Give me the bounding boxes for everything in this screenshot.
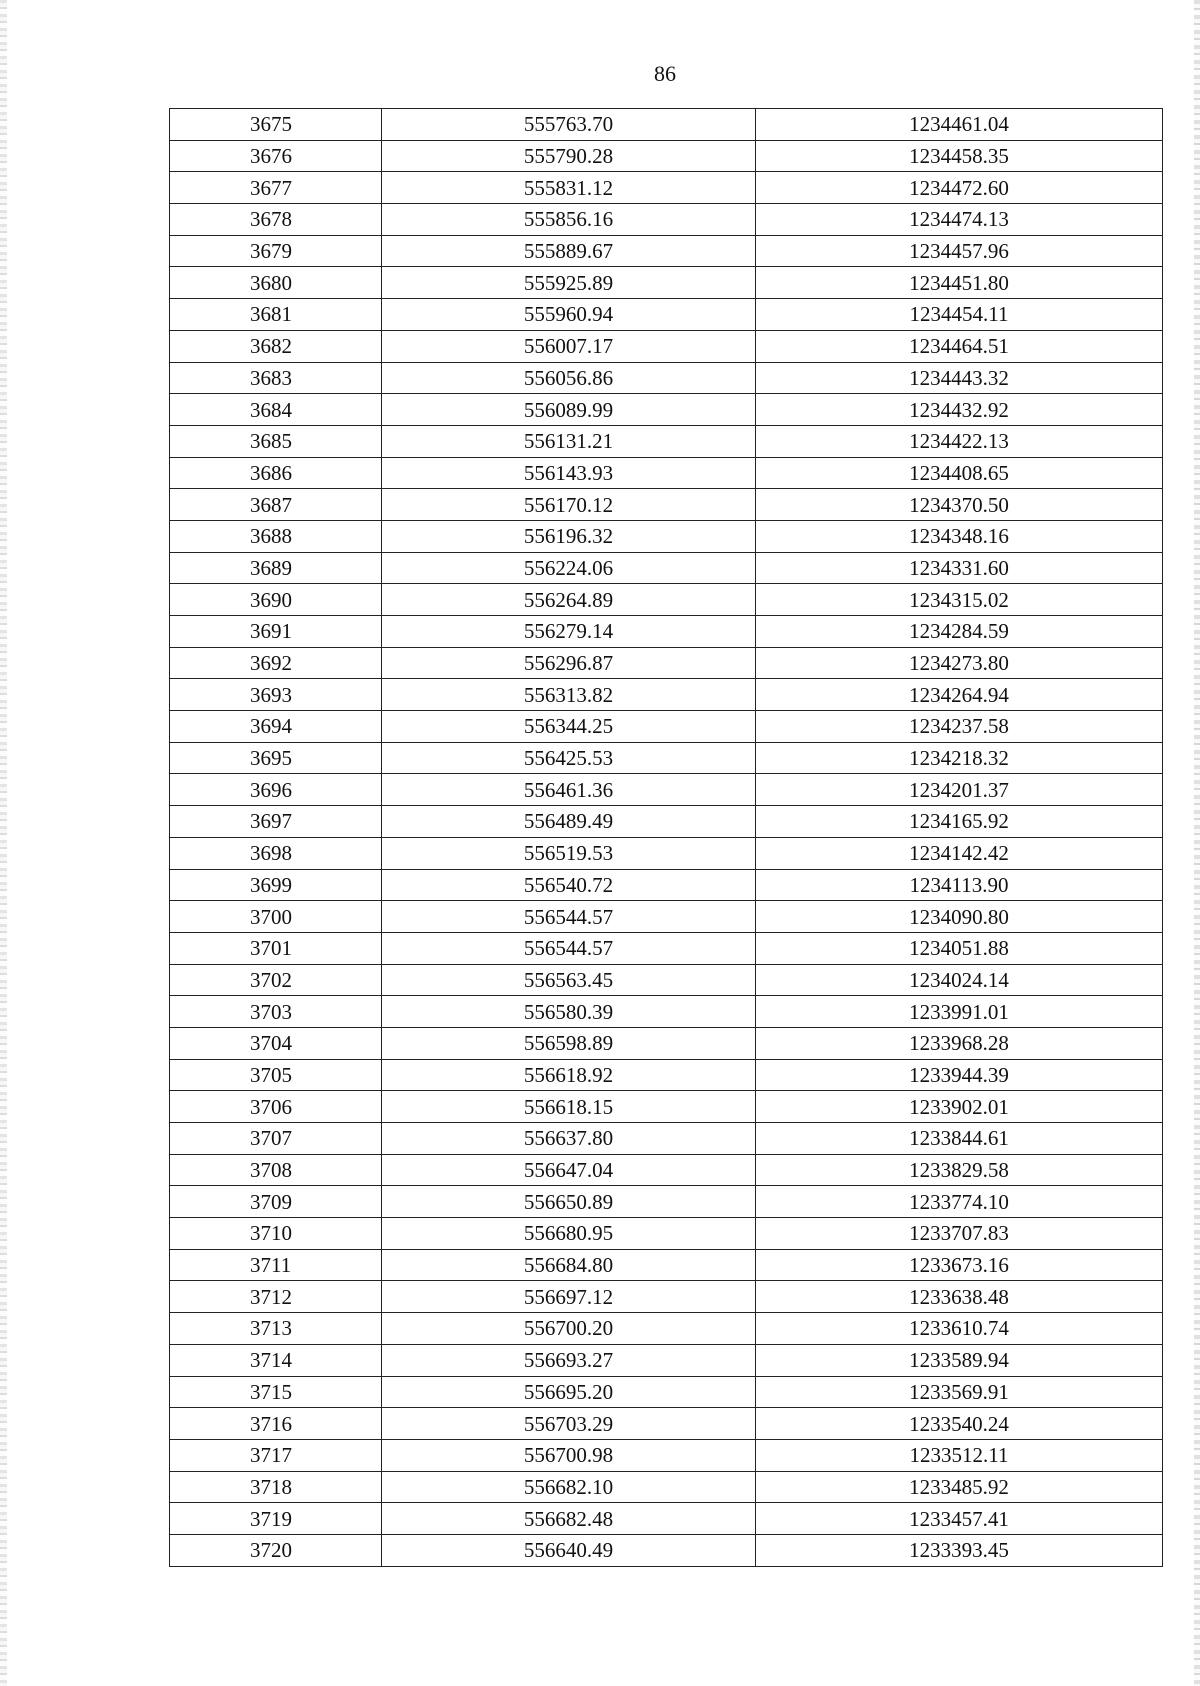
table-row bbox=[170, 964, 1163, 996]
x-coordinate-cell: 555790.28 bbox=[382, 140, 756, 172]
x-coordinate-cell: 556544.57 bbox=[382, 901, 756, 933]
y-coordinate-cell: 1233991.01 bbox=[756, 996, 1163, 1028]
point-number-cell: 3714 bbox=[170, 1344, 382, 1376]
x-coordinate-cell: 556695.20 bbox=[382, 1376, 756, 1408]
y-coordinate-cell: 1234218.32 bbox=[756, 742, 1163, 774]
point-number-cell: 3715 bbox=[170, 1376, 382, 1408]
table-row bbox=[170, 109, 1163, 141]
point-number-cell: 3699 bbox=[170, 869, 382, 901]
y-coordinate-cell: 1234432.92 bbox=[756, 394, 1163, 426]
x-coordinate-cell: 556196.32 bbox=[382, 520, 756, 552]
point-number-cell: 3687 bbox=[170, 489, 382, 521]
table-row bbox=[170, 1186, 1163, 1218]
point-number-cell: 3688 bbox=[170, 520, 382, 552]
y-coordinate-cell: 1233540.24 bbox=[756, 1408, 1163, 1440]
table-row bbox=[170, 1344, 1163, 1376]
x-coordinate-cell: 556637.80 bbox=[382, 1123, 756, 1155]
table-row bbox=[170, 584, 1163, 616]
table-row bbox=[170, 330, 1163, 362]
table-row bbox=[170, 299, 1163, 331]
point-number-cell: 3695 bbox=[170, 742, 382, 774]
x-coordinate-cell: 556519.53 bbox=[382, 837, 756, 869]
x-coordinate-cell: 556344.25 bbox=[382, 711, 756, 743]
table-row bbox=[170, 1408, 1163, 1440]
x-coordinate-cell: 556647.04 bbox=[382, 1154, 756, 1186]
x-coordinate-cell: 556700.98 bbox=[382, 1439, 756, 1471]
table-row bbox=[170, 647, 1163, 679]
x-coordinate-cell: 556563.45 bbox=[382, 964, 756, 996]
x-coordinate-cell: 555925.89 bbox=[382, 267, 756, 299]
point-number-cell: 3711 bbox=[170, 1249, 382, 1281]
table-row bbox=[170, 806, 1163, 838]
table-row bbox=[170, 552, 1163, 584]
x-coordinate-cell: 555889.67 bbox=[382, 235, 756, 267]
x-coordinate-cell: 556007.17 bbox=[382, 330, 756, 362]
table-row bbox=[170, 1376, 1163, 1408]
y-coordinate-cell: 1233638.48 bbox=[756, 1281, 1163, 1313]
point-number-cell: 3719 bbox=[170, 1503, 382, 1535]
point-number-cell: 3680 bbox=[170, 267, 382, 299]
x-coordinate-cell: 556425.53 bbox=[382, 742, 756, 774]
table-row bbox=[170, 774, 1163, 806]
x-coordinate-cell: 556224.06 bbox=[382, 552, 756, 584]
y-coordinate-cell: 1234370.50 bbox=[756, 489, 1163, 521]
table-row bbox=[170, 1027, 1163, 1059]
x-coordinate-cell: 556143.93 bbox=[382, 457, 756, 489]
point-number-cell: 3686 bbox=[170, 457, 382, 489]
y-coordinate-cell: 1233485.92 bbox=[756, 1471, 1163, 1503]
table-row bbox=[170, 1471, 1163, 1503]
x-coordinate-cell: 555831.12 bbox=[382, 172, 756, 204]
table-row bbox=[170, 901, 1163, 933]
x-coordinate-cell: 556544.57 bbox=[382, 932, 756, 964]
table-row bbox=[170, 489, 1163, 521]
point-number-cell: 3684 bbox=[170, 394, 382, 426]
point-number-cell: 3698 bbox=[170, 837, 382, 869]
y-coordinate-cell: 1233844.61 bbox=[756, 1123, 1163, 1155]
y-coordinate-cell: 1234422.13 bbox=[756, 425, 1163, 457]
y-coordinate-cell: 1234284.59 bbox=[756, 616, 1163, 648]
point-number-cell: 3697 bbox=[170, 806, 382, 838]
point-number-cell: 3682 bbox=[170, 330, 382, 362]
x-coordinate-cell: 556618.15 bbox=[382, 1091, 756, 1123]
point-number-cell: 3705 bbox=[170, 1059, 382, 1091]
x-coordinate-cell: 555856.16 bbox=[382, 204, 756, 236]
x-coordinate-cell: 556700.20 bbox=[382, 1313, 756, 1345]
x-coordinate-cell: 556682.48 bbox=[382, 1503, 756, 1535]
x-coordinate-cell: 556598.89 bbox=[382, 1027, 756, 1059]
table-row bbox=[170, 1154, 1163, 1186]
table-row bbox=[170, 1439, 1163, 1471]
x-coordinate-cell: 556279.14 bbox=[382, 616, 756, 648]
point-number-cell: 3692 bbox=[170, 647, 382, 679]
point-number-cell: 3702 bbox=[170, 964, 382, 996]
table-row bbox=[170, 996, 1163, 1028]
table-row bbox=[170, 1091, 1163, 1123]
y-coordinate-cell: 1233968.28 bbox=[756, 1027, 1163, 1059]
y-coordinate-cell: 1233944.39 bbox=[756, 1059, 1163, 1091]
table-row bbox=[170, 267, 1163, 299]
point-number-cell: 3712 bbox=[170, 1281, 382, 1313]
point-number-cell: 3683 bbox=[170, 362, 382, 394]
table-row bbox=[170, 140, 1163, 172]
x-coordinate-cell: 556680.95 bbox=[382, 1218, 756, 1250]
point-number-cell: 3717 bbox=[170, 1439, 382, 1471]
coordinates-table bbox=[169, 108, 1163, 1567]
point-number-cell: 3675 bbox=[170, 109, 382, 141]
y-coordinate-cell: 1233902.01 bbox=[756, 1091, 1163, 1123]
point-number-cell: 3713 bbox=[170, 1313, 382, 1345]
x-coordinate-cell: 556056.86 bbox=[382, 362, 756, 394]
x-coordinate-cell: 556313.82 bbox=[382, 679, 756, 711]
point-number-cell: 3677 bbox=[170, 172, 382, 204]
y-coordinate-cell: 1233569.91 bbox=[756, 1376, 1163, 1408]
point-number-cell: 3681 bbox=[170, 299, 382, 331]
x-coordinate-cell: 556693.27 bbox=[382, 1344, 756, 1376]
x-coordinate-cell: 556264.89 bbox=[382, 584, 756, 616]
y-coordinate-cell: 1233707.83 bbox=[756, 1218, 1163, 1250]
point-number-cell: 3708 bbox=[170, 1154, 382, 1186]
table-row bbox=[170, 1218, 1163, 1250]
table-row bbox=[170, 1123, 1163, 1155]
y-coordinate-cell: 1233673.16 bbox=[756, 1249, 1163, 1281]
y-coordinate-cell: 1234273.80 bbox=[756, 647, 1163, 679]
x-coordinate-cell: 556650.89 bbox=[382, 1186, 756, 1218]
point-number-cell: 3703 bbox=[170, 996, 382, 1028]
table-row bbox=[170, 1313, 1163, 1345]
point-number-cell: 3716 bbox=[170, 1408, 382, 1440]
point-number-cell: 3701 bbox=[170, 932, 382, 964]
point-number-cell: 3707 bbox=[170, 1123, 382, 1155]
table-row bbox=[170, 837, 1163, 869]
table-row bbox=[170, 394, 1163, 426]
x-coordinate-cell: 555763.70 bbox=[382, 109, 756, 141]
y-coordinate-cell: 1234472.60 bbox=[756, 172, 1163, 204]
x-coordinate-cell: 556461.36 bbox=[382, 774, 756, 806]
y-coordinate-cell: 1234315.02 bbox=[756, 584, 1163, 616]
table-row bbox=[170, 1534, 1163, 1566]
x-coordinate-cell: 556684.80 bbox=[382, 1249, 756, 1281]
y-coordinate-cell: 1234051.88 bbox=[756, 932, 1163, 964]
x-coordinate-cell: 556618.92 bbox=[382, 1059, 756, 1091]
point-number-cell: 3696 bbox=[170, 774, 382, 806]
table-row bbox=[170, 457, 1163, 489]
point-number-cell: 3700 bbox=[170, 901, 382, 933]
scan-edge-left bbox=[0, 0, 7, 1686]
y-coordinate-cell: 1233774.10 bbox=[756, 1186, 1163, 1218]
y-coordinate-cell: 1234443.32 bbox=[756, 362, 1163, 394]
y-coordinate-cell: 1234464.51 bbox=[756, 330, 1163, 362]
y-coordinate-cell: 1234090.80 bbox=[756, 901, 1163, 933]
x-coordinate-cell: 556089.99 bbox=[382, 394, 756, 426]
y-coordinate-cell: 1234458.35 bbox=[756, 140, 1163, 172]
scan-edge-right bbox=[1194, 0, 1200, 1686]
y-coordinate-cell: 1234113.90 bbox=[756, 869, 1163, 901]
table-row bbox=[170, 1059, 1163, 1091]
point-number-cell: 3678 bbox=[170, 204, 382, 236]
point-number-cell: 3693 bbox=[170, 679, 382, 711]
y-coordinate-cell: 1234454.11 bbox=[756, 299, 1163, 331]
point-number-cell: 3709 bbox=[170, 1186, 382, 1218]
x-coordinate-cell: 556682.10 bbox=[382, 1471, 756, 1503]
y-coordinate-cell: 1234461.04 bbox=[756, 109, 1163, 141]
y-coordinate-cell: 1234237.58 bbox=[756, 711, 1163, 743]
y-coordinate-cell: 1234331.60 bbox=[756, 552, 1163, 584]
table-row bbox=[170, 932, 1163, 964]
table-row bbox=[170, 425, 1163, 457]
y-coordinate-cell: 1234201.37 bbox=[756, 774, 1163, 806]
x-coordinate-cell: 556170.12 bbox=[382, 489, 756, 521]
table-row bbox=[170, 1281, 1163, 1313]
x-coordinate-cell: 556640.49 bbox=[382, 1534, 756, 1566]
table-row bbox=[170, 679, 1163, 711]
point-number-cell: 3689 bbox=[170, 552, 382, 584]
x-coordinate-cell: 556697.12 bbox=[382, 1281, 756, 1313]
table-row bbox=[170, 1503, 1163, 1535]
table-row bbox=[170, 172, 1163, 204]
table-row bbox=[170, 869, 1163, 901]
table-row bbox=[170, 204, 1163, 236]
y-coordinate-cell: 1233512.11 bbox=[756, 1439, 1163, 1471]
point-number-cell: 3694 bbox=[170, 711, 382, 743]
point-number-cell: 3679 bbox=[170, 235, 382, 267]
x-coordinate-cell: 556540.72 bbox=[382, 869, 756, 901]
x-coordinate-cell: 556489.49 bbox=[382, 806, 756, 838]
point-number-cell: 3720 bbox=[170, 1534, 382, 1566]
table-row bbox=[170, 362, 1163, 394]
y-coordinate-cell: 1233610.74 bbox=[756, 1313, 1163, 1345]
y-coordinate-cell: 1234024.14 bbox=[756, 964, 1163, 996]
x-coordinate-cell: 556296.87 bbox=[382, 647, 756, 679]
y-coordinate-cell: 1234264.94 bbox=[756, 679, 1163, 711]
y-coordinate-cell: 1233393.45 bbox=[756, 1534, 1163, 1566]
coordinates-table-body bbox=[170, 109, 1163, 1567]
y-coordinate-cell: 1233829.58 bbox=[756, 1154, 1163, 1186]
y-coordinate-cell: 1234408.65 bbox=[756, 457, 1163, 489]
point-number-cell: 3704 bbox=[170, 1027, 382, 1059]
x-coordinate-cell: 556703.29 bbox=[382, 1408, 756, 1440]
point-number-cell: 3690 bbox=[170, 584, 382, 616]
y-coordinate-cell: 1234451.80 bbox=[756, 267, 1163, 299]
point-number-cell: 3685 bbox=[170, 425, 382, 457]
y-coordinate-cell: 1234348.16 bbox=[756, 520, 1163, 552]
table-row bbox=[170, 520, 1163, 552]
point-number-cell: 3691 bbox=[170, 616, 382, 648]
table-row bbox=[170, 711, 1163, 743]
y-coordinate-cell: 1234142.42 bbox=[756, 837, 1163, 869]
y-coordinate-cell: 1234474.13 bbox=[756, 204, 1163, 236]
table-row bbox=[170, 616, 1163, 648]
point-number-cell: 3710 bbox=[170, 1218, 382, 1250]
point-number-cell: 3706 bbox=[170, 1091, 382, 1123]
table-row bbox=[170, 235, 1163, 267]
y-coordinate-cell: 1234457.96 bbox=[756, 235, 1163, 267]
point-number-cell: 3718 bbox=[170, 1471, 382, 1503]
y-coordinate-cell: 1233457.41 bbox=[756, 1503, 1163, 1535]
x-coordinate-cell: 555960.94 bbox=[382, 299, 756, 331]
table-row bbox=[170, 742, 1163, 774]
y-coordinate-cell: 1233589.94 bbox=[756, 1344, 1163, 1376]
x-coordinate-cell: 556580.39 bbox=[382, 996, 756, 1028]
table-row bbox=[170, 1249, 1163, 1281]
page-number: 86 bbox=[654, 61, 676, 86]
x-coordinate-cell: 556131.21 bbox=[382, 425, 756, 457]
point-number-cell: 3676 bbox=[170, 140, 382, 172]
y-coordinate-cell: 1234165.92 bbox=[756, 806, 1163, 838]
